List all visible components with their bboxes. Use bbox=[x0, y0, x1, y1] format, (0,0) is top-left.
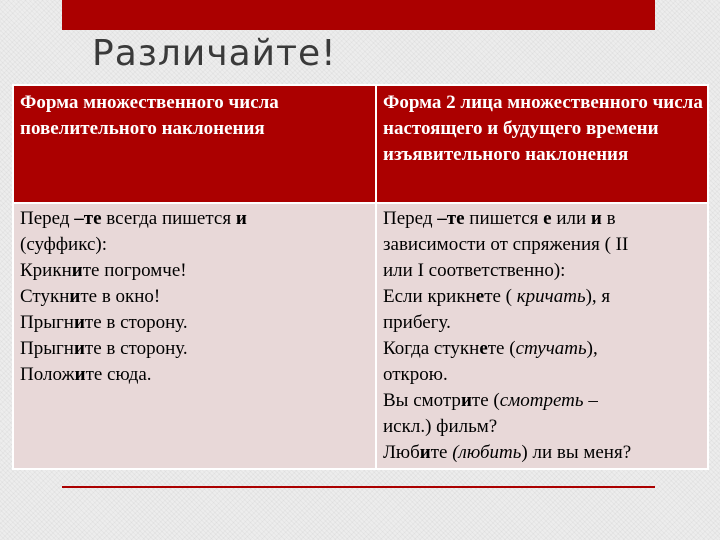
table-body-row bbox=[13, 203, 708, 469]
highlighted-letter: и bbox=[74, 364, 86, 385]
text-line bbox=[20, 336, 371, 362]
text-run: те в сторону. bbox=[84, 338, 188, 359]
slide-title: Различайте! bbox=[92, 33, 337, 74]
header-indicative: Форма 2 лица множественного числа настоящего и будущего времени изъявительного наклонения bbox=[376, 85, 708, 203]
highlighted-letter: и bbox=[73, 338, 85, 359]
text-line bbox=[383, 206, 703, 232]
cell-indicative-rule bbox=[376, 203, 708, 469]
table-header-row bbox=[13, 85, 708, 203]
text-run: Когда стукн bbox=[383, 338, 480, 359]
infinitive-text: стучать bbox=[515, 338, 587, 359]
highlighted-letter: е bbox=[479, 338, 488, 359]
infinitive-text: (любить bbox=[452, 442, 522, 463]
text-run: те в сторону. bbox=[84, 312, 188, 333]
text-line bbox=[20, 310, 371, 336]
text-run: Если крикн bbox=[383, 286, 476, 307]
text-run: Перед bbox=[383, 208, 438, 229]
cell-imperative-rule bbox=[13, 203, 376, 469]
highlighted-letter: и bbox=[590, 208, 602, 229]
text-run: Люб bbox=[383, 442, 420, 463]
highlighted-letter: е bbox=[475, 286, 485, 307]
text-run: те в окно! bbox=[80, 286, 161, 307]
text-run: открою. bbox=[383, 364, 448, 385]
header-imperative: Форма множественного числа повелительного наклонения bbox=[13, 85, 376, 203]
highlighted-letter: е bbox=[543, 208, 552, 229]
text-run: зависимости от спряжения ( II bbox=[383, 234, 629, 255]
text-line bbox=[20, 258, 371, 284]
text-run: те погромче! bbox=[82, 260, 187, 281]
text-run: ) ли вы меня? bbox=[521, 442, 632, 463]
text-line bbox=[383, 284, 703, 310]
text-line bbox=[20, 232, 371, 258]
text-line bbox=[383, 336, 703, 362]
text-run: те ( bbox=[471, 390, 500, 411]
text-line bbox=[20, 284, 371, 310]
text-run: ), bbox=[586, 338, 598, 359]
bottom-divider-line bbox=[62, 486, 655, 488]
text-run: искл.) фильм? bbox=[383, 416, 498, 437]
highlighted-letter: и bbox=[235, 208, 247, 229]
text-run: Вы смотр bbox=[383, 390, 461, 411]
text-run: (суффикс): bbox=[20, 234, 108, 255]
infinitive-text: кричать bbox=[516, 286, 586, 307]
text-run: всегда пишется bbox=[101, 208, 236, 229]
text-run: Крикн bbox=[20, 260, 72, 281]
text-line bbox=[383, 362, 703, 388]
text-run: в bbox=[601, 208, 616, 229]
text-run: Прыгн bbox=[20, 312, 74, 333]
text-run: те bbox=[430, 442, 453, 463]
highlighted-letter: –те bbox=[437, 208, 465, 229]
text-run: или bbox=[551, 208, 591, 229]
infinitive-text: смотреть bbox=[499, 390, 584, 411]
text-run: пишется bbox=[464, 208, 544, 229]
text-run: Полож bbox=[20, 364, 75, 385]
text-line bbox=[383, 414, 703, 440]
text-run: Перед bbox=[20, 208, 75, 229]
highlighted-letter: и bbox=[419, 442, 431, 463]
text-run: те сюда. bbox=[85, 364, 152, 385]
text-line bbox=[383, 258, 703, 284]
text-line bbox=[383, 440, 703, 466]
highlighted-letter: и bbox=[71, 260, 83, 281]
highlighted-letter: и bbox=[69, 286, 81, 307]
text-run: ), я bbox=[585, 286, 611, 307]
text-run: – bbox=[583, 390, 598, 411]
text-line bbox=[383, 310, 703, 336]
text-run: те ( bbox=[487, 338, 516, 359]
text-run: прибегу. bbox=[383, 312, 451, 333]
highlighted-letter: –те bbox=[74, 208, 102, 229]
text-line bbox=[20, 206, 371, 232]
text-run: или I соответственно): bbox=[383, 260, 566, 281]
text-line bbox=[383, 388, 703, 414]
top-accent-bar bbox=[62, 0, 655, 30]
comparison-table bbox=[12, 84, 709, 470]
text-line bbox=[20, 362, 371, 388]
text-line bbox=[383, 232, 703, 258]
highlighted-letter: и bbox=[460, 390, 472, 411]
highlighted-letter: и bbox=[73, 312, 85, 333]
text-run: Стукн bbox=[20, 286, 70, 307]
text-run: Прыгн bbox=[20, 338, 74, 359]
text-run: те ( bbox=[484, 286, 517, 307]
